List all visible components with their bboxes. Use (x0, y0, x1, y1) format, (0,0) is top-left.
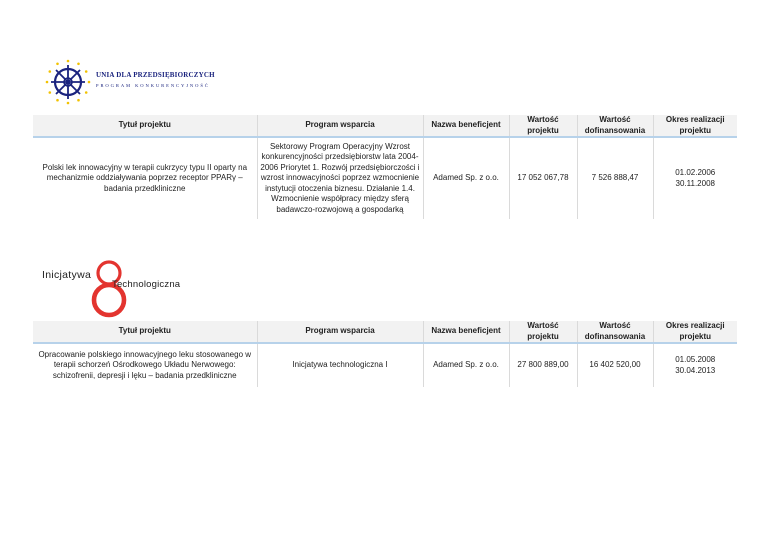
header-program: Program wsparcia (257, 321, 423, 343)
unia-logo-title: UNIA DLA PRZEDSIĘBIORCZYCH (96, 71, 215, 79)
project-title: Polski lek innowacyjny w terapii cukrzycy typu II oparty na mechanizmie oddziaływania poprzez receptor PPARγ – badania przedkliniczne (42, 162, 248, 193)
table-row (33, 137, 737, 219)
project-value: 27 800 889,00 (509, 343, 577, 387)
header-beneficiary: Nazwa beneficjent (423, 115, 509, 137)
projects-table-1 (33, 115, 737, 219)
period-start: 01.05.2008 (675, 355, 716, 365)
header-value: Wartość projektu (509, 321, 577, 343)
header-title: Tytuł projektu (33, 321, 257, 343)
header-title: Tytuł projektu (33, 115, 257, 137)
projects-table-2 (33, 321, 737, 387)
ship-wheel-stars-icon (44, 58, 92, 106)
header-value: Wartość projektu (509, 115, 577, 137)
period-end: 30.04.2013 (675, 365, 716, 375)
project-beneficiary: Adamed Sp. z o.o. (423, 343, 509, 387)
header-beneficiary: Nazwa beneficjent (423, 321, 509, 343)
inicjatywa-word: Inicjatywa (42, 269, 92, 281)
table-row (33, 343, 737, 387)
unia-logo (44, 58, 244, 106)
project-title: Opracowanie polskiego innowacyjnego leku stosowanego w terapii schorzeń Ośrodkowego Układu Nerwowego: schizofrenii, depresji i lęku – badania przedkliniczne (38, 349, 252, 380)
inicjatywa-logo (36, 254, 211, 320)
project-value: 17 052 067,78 (509, 137, 577, 219)
project-period (653, 343, 737, 387)
project-program: Sektorowy Program Operacyjny Wzrost konkurencyjności przedsiębiorstw lata 2004-2006 Priorytet 1. Rozwój przedsiębiorczości i wzrost innowacyjności poprzez wzmocnienie instytucji otoczenia biznesu. Działanie 1.4. Wzmocnienie współpracy między sferą badawczo-rozwojową a gospodarką (257, 137, 423, 219)
project-cofunding: 7 526 888,47 (577, 137, 653, 219)
table-header-row (33, 115, 737, 137)
header-cofunding: Wartość dofinansowania (577, 115, 653, 137)
project-period (653, 137, 737, 219)
technologiczna-word: Technologiczna (112, 279, 181, 290)
period-end: 30.11.2008 (675, 178, 715, 188)
project-beneficiary: Adamed Sp. z o.o. (423, 137, 509, 219)
header-period: Okres realizacji projektu (653, 115, 737, 137)
table-header-row (33, 321, 737, 343)
header-period: Okres realizacji projektu (653, 321, 737, 343)
project-cofunding: 16 402 520,00 (577, 343, 653, 387)
header-program: Program wsparcia (257, 115, 423, 137)
unia-logo-subtitle: PROGRAM KONKURENCYJNOŚĆ (96, 83, 210, 88)
project-program: Inicjatywa technologiczna I (257, 343, 423, 387)
period-start: 01.02.2006 (675, 168, 716, 178)
header-cofunding: Wartość dofinansowania (577, 321, 653, 343)
